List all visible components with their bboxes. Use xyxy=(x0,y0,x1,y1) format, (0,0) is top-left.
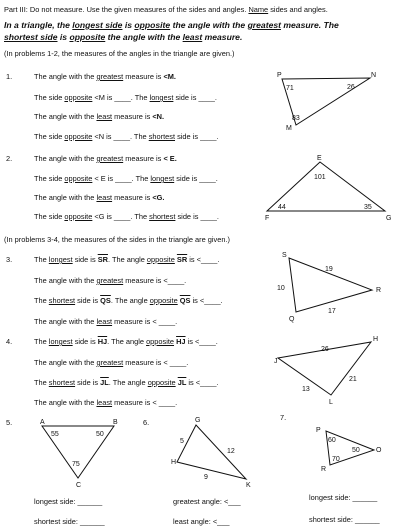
vertex-label-o: O xyxy=(376,447,382,454)
rule-text: the angle with the xyxy=(170,20,248,30)
angle-label: 71 xyxy=(286,85,294,92)
side-label: 26 xyxy=(321,346,329,353)
vertex-label-e: E xyxy=(317,155,322,162)
problem-5-longest: longest side: ______ xyxy=(34,497,103,506)
angle-label: 83 xyxy=(292,115,300,122)
angle-label: 35 xyxy=(364,204,372,211)
problem-3-line-4: The angle with the least measure is < ____. xyxy=(34,317,178,326)
rule-emphasis: longest side xyxy=(72,20,123,30)
problem-6-least: least angle: <___ xyxy=(173,517,230,526)
vertex-label-k: K xyxy=(246,482,251,489)
side-label: 9 xyxy=(204,474,208,481)
problem-3-line-2: The angle with the greatest measure is <____. xyxy=(34,276,187,285)
problem-1-line-3: The angle with the least measure is <N. xyxy=(34,112,165,121)
rule-emphasis: greatest xyxy=(247,20,281,30)
vertex-label-p: P xyxy=(316,427,321,434)
problem-4-number: 4. xyxy=(6,337,13,346)
problem-1-line-2: The side opposite <M is ____. The longest side is ____. xyxy=(34,93,217,102)
angle-label: 75 xyxy=(72,461,80,468)
vertex-label-p: P xyxy=(277,72,282,79)
side-label: 21 xyxy=(349,376,357,383)
vertex-label-m: M xyxy=(286,125,292,132)
problem-3-number: 3. xyxy=(6,255,13,264)
problem-1-number: 1. xyxy=(6,72,13,81)
vertex-label-q: Q xyxy=(289,316,295,323)
side-label: 5 xyxy=(180,438,184,445)
problem-4-line-1: The longest side is $\overline{HJ}$. The angle opposite $\overline{HJ}$ is <____. xyxy=(34,337,218,346)
rule-emphasis: least xyxy=(182,32,203,42)
rule-emphasis: shortest side xyxy=(4,32,58,42)
vertex-label-g: G xyxy=(386,215,392,222)
problem-1-line-4: The side opposite <N is ____. The shortest side is ____. xyxy=(34,132,219,141)
rule-text: measure. The xyxy=(281,20,339,30)
vertex-label-n: N xyxy=(371,72,377,79)
problem-1-line-1: The angle with the greatest measure is <M. xyxy=(34,72,176,81)
instructions-text-end: sides and angles. xyxy=(268,5,328,14)
vertex-label-l: L xyxy=(329,399,333,406)
vertex-label-b: B xyxy=(113,419,118,426)
vertex-label-j: J xyxy=(274,358,278,365)
problem-2-line-2: The side opposite < E is ____. The longest side is ____. xyxy=(34,174,218,183)
problem-2-line-1: The angle with the greatest measure is < E. xyxy=(34,154,177,163)
vertex-label-r: R xyxy=(321,466,327,473)
problem-3-line-3: The shortest side is $\overline{QS}$. The angle opposite $\overline{QS}$ is <____. xyxy=(34,296,223,305)
angle-label: 26 xyxy=(347,84,355,91)
problem-6-greatest: greatest angle: <___ xyxy=(173,497,241,506)
angle-label: 44 xyxy=(278,204,286,211)
problem-7-number: 7. xyxy=(280,413,287,422)
problem-7-shortest: shortest side: ______ xyxy=(309,515,380,524)
section-1-intro: (In problems 1-2, the measures of the angles in the triangle are given.) xyxy=(4,49,235,58)
vertex-label-g: G xyxy=(195,417,201,424)
side-label: 12 xyxy=(227,448,235,455)
rule-text: measure. xyxy=(202,32,243,42)
angle-label: 50 xyxy=(96,431,104,438)
vertex-label-s: S xyxy=(282,252,287,259)
problem-4-line-4: The angle with the least measure is < ____. xyxy=(34,398,178,407)
vertex-label-f: F xyxy=(265,215,270,222)
angle-label: 101 xyxy=(314,174,326,181)
problem-5-shortest: shortest side: ______ xyxy=(34,517,105,526)
problem-4-line-2: The angle with the greatest measure is < ____. xyxy=(34,358,189,367)
angle-label: 50 xyxy=(352,447,360,454)
rule-emphasis: opposite xyxy=(69,32,106,42)
angle-label: 55 xyxy=(51,431,59,438)
vertex-label-a: A xyxy=(40,419,45,426)
part-label: Part III: xyxy=(4,5,28,14)
problem-2-line-4: The side opposite <G is ____. The shortest side is ____. xyxy=(34,212,219,221)
name-word: Name xyxy=(248,5,269,14)
angle-label: 60 xyxy=(328,437,336,444)
vertex-label-h: H xyxy=(373,336,379,343)
problem-2-line-3: The angle with the least measure is <G. xyxy=(34,193,165,202)
section-2-intro: (In problems 3-4, the measures of the sides in the triangle are given.) xyxy=(4,235,230,244)
rule-text: is xyxy=(57,32,70,42)
problem-7-longest: longest side: ______ xyxy=(309,493,378,502)
problem-3-line-1: The longest side is $\overline{SR}$. The angle opposite $\overline{SR}$ is <____. xyxy=(34,255,220,264)
problem-4-line-3: The shortest side is $\overline{JL}$. The angle opposite $\overline{JL}$ is <____. xyxy=(34,378,219,387)
side-label: 17 xyxy=(328,308,336,315)
vertex-label-c: C xyxy=(76,482,82,489)
side-label: 13 xyxy=(302,386,310,393)
angle-label: 70 xyxy=(332,456,340,463)
rule-emphasis: opposite xyxy=(134,20,171,30)
vertex-label-h: H xyxy=(171,459,177,466)
instructions-text: Do not measure. Use the given measures of the sides and angles. xyxy=(29,5,249,14)
rule-text: In a triangle, the xyxy=(4,20,73,30)
problem-2-number: 2. xyxy=(6,154,13,163)
rule-text: the angle with the xyxy=(105,32,183,42)
rule-text: is xyxy=(122,20,135,30)
triangle-ghk xyxy=(177,425,246,479)
vertex-label-r: R xyxy=(376,287,382,294)
problem-5-number: 5. xyxy=(6,418,13,427)
side-label: 19 xyxy=(325,266,333,273)
side-label: 10 xyxy=(277,285,285,292)
problem-6-number: 6. xyxy=(143,418,150,427)
